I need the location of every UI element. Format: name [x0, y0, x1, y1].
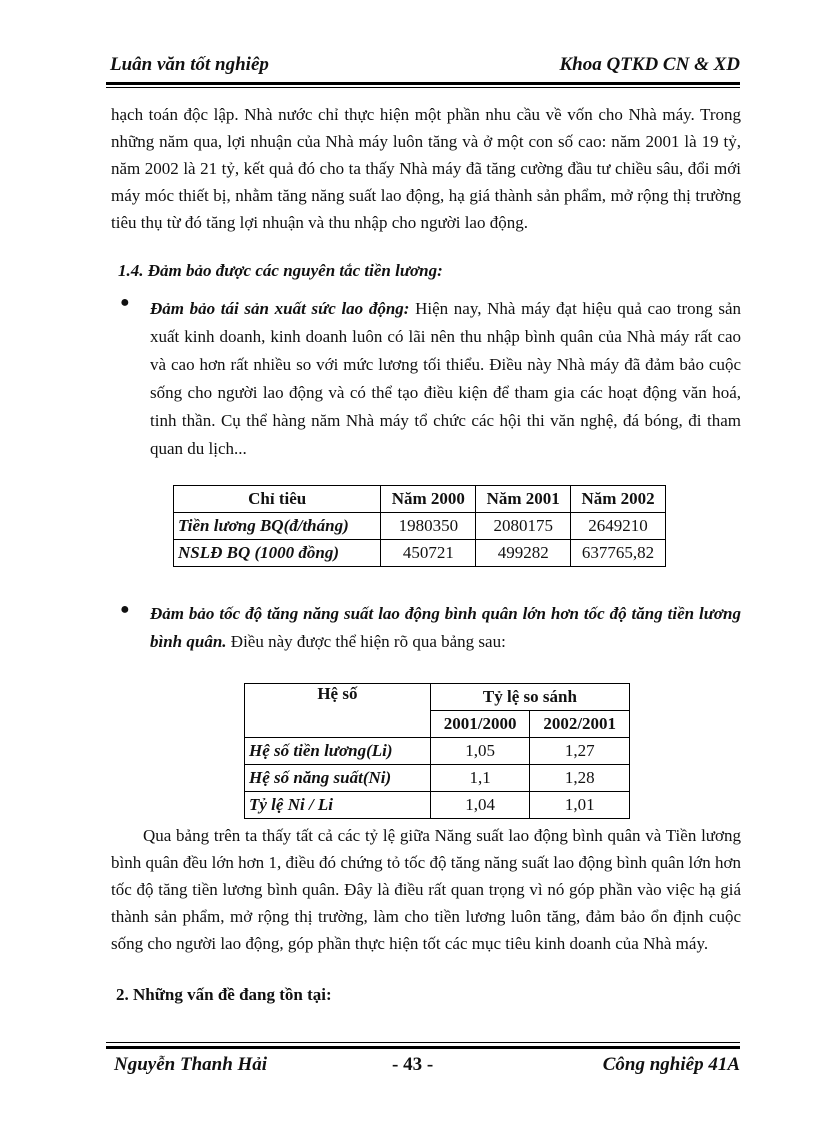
table-header-cell: Năm 2002: [571, 486, 666, 513]
table-header-row: [245, 684, 630, 711]
table-cell-label: NSLĐ BQ (1000 đồng): [174, 540, 381, 567]
header-rule-thick: [106, 82, 740, 85]
table-cell: 2649210: [571, 513, 666, 540]
footer-rule-thin: [106, 1042, 740, 1043]
header-faculty: Khoa QTKD CN & XD: [559, 54, 740, 75]
table-cell: 1,27: [530, 738, 630, 765]
paragraph-conclusion: Qua bảng trên ta thấy tất cả các tỷ lệ giữa Năng suất lao động bình quân và Tiền lương bình quân đều lớn hơn 1, điều đó chứng tỏ tốc độ tăng năng suất lao động bình quân lớn hơn tốc độ tăng tiền lương bình quân. Đây là điều rất quan trọng vì nó góp phần vào việc hạ giá thành sản phẩm, mở rộng thị trường, làm cho tiền lương luôn tăng, đảm bảo ổn định cuộc sống cho người lao động, góp phần thực hiện tốt các mục tiêu kinh doanh của Nhà máy.: [111, 826, 741, 953]
section-heading-1-4: 1.4. Đảm bảo được các nguyên tắc tiền lương:: [118, 261, 443, 280]
table-header-cell: Tỷ lệ so sánh: [430, 684, 629, 711]
table-cell: 1980350: [381, 513, 476, 540]
bullet-1-lead: Đảm bảo tái sản xuất sức lao động:: [150, 299, 410, 318]
table-cell: 1,1: [430, 765, 530, 792]
table-cell-label: Hệ số tiền lương(Li): [245, 738, 431, 765]
table-cell: 450721: [381, 540, 476, 567]
page-footer: [106, 1052, 740, 1082]
table-header-cell: Hệ số: [245, 684, 431, 738]
table-header-row: [174, 486, 666, 513]
table-header-cell: Năm 2001: [476, 486, 571, 513]
section-heading-2: 2. Những vấn đề đang tồn tại:: [116, 985, 332, 1004]
ratio-table: [244, 683, 630, 819]
table-row: [245, 765, 630, 792]
table-header-cell: Năm 2000: [381, 486, 476, 513]
header-rule-thin: [106, 87, 740, 88]
footer-author: Nguyễn Thanh Hải: [114, 1054, 268, 1075]
table-cell: 637765,82: [571, 540, 666, 567]
bullet-1-text: Hiện nay, Nhà máy đạt hiệu quả cao trong sản xuất kinh doanh, kinh doanh luôn có lãi nên thu nhập bình quân của Nhà máy rất cao và cao hơn rất nhiều so với mức lương tối thiểu. Điều này Nhà máy đã đảm bảo cuộc sống cho người lao động và có thể tạo điều kiện để tham gia các hoạt động văn hoá, tinh thần. Cụ thể hàng năm Nhà máy tổ chức các hội thi văn nghệ, đá bóng, đi tham quan du lịch...: [150, 299, 741, 458]
wage-table: [173, 485, 666, 567]
table-cell-label: Tỷ lệ Ni / Li: [245, 792, 431, 819]
bullet-paragraph-1: [150, 295, 741, 463]
table-cell-label: Hệ số năng suất(Ni): [245, 765, 431, 792]
footer-page-number: - 43 -: [392, 1054, 434, 1075]
bullet-2-lead: Đảm bảo tốc độ tăng năng suất lao động bình quân lớn hơn tốc độ tăng tiền lương bình quân.: [150, 604, 741, 651]
header-thesis-title: Luân văn tốt nghiêp: [110, 54, 269, 75]
paragraph-intro: hạch toán độc lập. Nhà nước chỉ thực hiện một phần nhu cầu về vốn cho Nhà máy. Trong những năm qua, lợi nhuận của Nhà máy luôn tăng và ở một con số cao: năm 2001 là 19 tỷ, năm 2002 là 21 tỷ, kết quả đó cho ta thấy Nhà máy đã tăng cường đầu tư chiều sâu, đổi mới máy móc thiết bị, nhằm tăng năng suất lao động, hạ giá thành sản phẩm, mở rộng thị trường tiêu thụ từ đó tăng lợi nhuận và thu nhập cho người lao động.: [111, 105, 741, 232]
footer-rule-thick: [106, 1046, 740, 1049]
bullet-dot-icon: ●: [120, 294, 130, 311]
table-cell: 499282: [476, 540, 571, 567]
table-cell: 1,05: [430, 738, 530, 765]
table-cell: 1,04: [430, 792, 530, 819]
table-cell: 1,01: [530, 792, 630, 819]
bullet-dot-icon: ●: [120, 601, 130, 618]
table-cell-label: Tiền lương BQ(đ/tháng): [174, 513, 381, 540]
table-row: [174, 513, 666, 540]
table-row: [245, 792, 630, 819]
footer-class: Công nghiêp 41A: [602, 1054, 740, 1075]
table-cell: 2080175: [476, 513, 571, 540]
table-header-cell: Chỉ tiêu: [174, 486, 381, 513]
table-header-cell: 2002/2001: [530, 711, 630, 738]
page-header: [106, 50, 740, 80]
table-header-cell: 2001/2000: [430, 711, 530, 738]
table-cell: 1,28: [530, 765, 630, 792]
bullet-2-text: Điều này được thể hiện rõ qua bảng sau:: [226, 632, 506, 651]
table-row: [245, 738, 630, 765]
bullet-paragraph-2: [150, 600, 741, 656]
table-row: [174, 540, 666, 567]
